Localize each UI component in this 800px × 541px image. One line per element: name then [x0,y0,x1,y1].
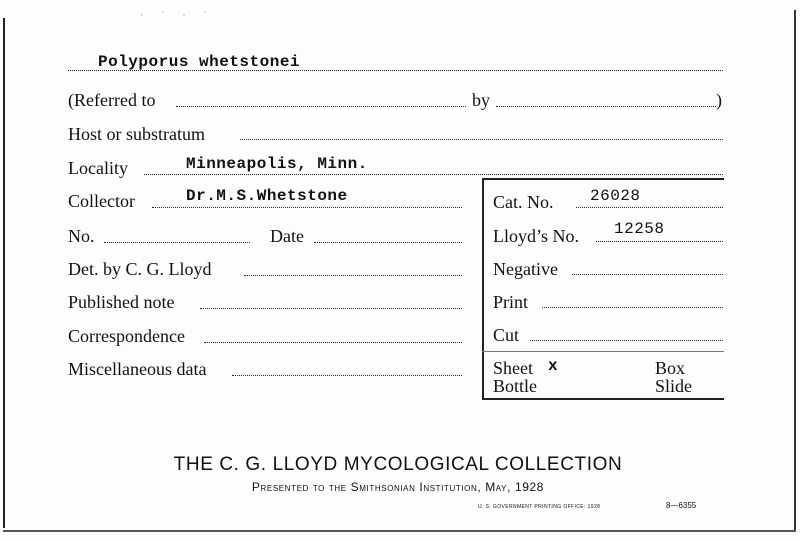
scan-specks: · ˙ · ˙ [140,10,215,20]
closing-paren: ) [716,90,722,110]
date-line [314,242,462,243]
printing-office-note: U. S. GOVERNMENT PRINTING OFFICE: 1928 [478,504,601,510]
collector-value: Dr.M.S.Whetstone [186,187,348,205]
card-left-border [3,18,5,528]
species-name: Polyporus whetstonei [98,53,301,71]
print-label: Print [493,292,529,312]
referred-to-line [176,106,466,107]
referred-to-label: (Referred to [68,90,156,110]
by-line [496,106,716,107]
collection-subtitle: Presented to the Smithsonian Institution, May, 1928 [251,480,545,494]
locality-label: Locality [68,158,128,178]
correspondence-line [204,342,462,343]
collector-label: Collector [68,191,135,211]
sheet-label: Sheet [493,358,533,378]
card-bottom-border [3,530,796,532]
locality-value: Minneapolis, Minn. [186,155,368,173]
locality-line [144,174,723,175]
host-label: Host or substratum [68,124,205,144]
miscellaneous-label: Miscellaneous data [68,359,207,379]
catalog-box-divider [482,351,724,352]
negative-line [572,274,723,275]
catalog-box-left-rule [482,178,484,400]
cut-line [530,340,723,341]
miscellaneous-line [232,375,462,376]
by-label: by [472,90,490,110]
correspondence-label: Correspondence [68,326,185,346]
form-code: 8—6355 [666,501,697,510]
slide-label: Slide [655,376,693,396]
cat-no-value: 26028 [590,187,641,205]
bottle-label: Bottle [493,376,537,396]
catalog-box-bottom-rule [482,398,724,400]
published-note-label: Published note [68,292,175,312]
det-by-line [244,275,462,276]
host-line [240,139,723,140]
no-line [104,242,250,243]
cat-no-label: Cat. No. [493,192,554,212]
collection-title: THE C. G. LLOYD MYCOLOGICAL COLLECTION [173,454,623,475]
cat-no-line [576,207,723,208]
published-note-line [200,308,462,309]
det-by-label: Det. by C. G. Lloyd [68,259,212,279]
sheet-mark: x [548,357,559,375]
negative-label: Negative [493,259,558,279]
lloyds-no-value: 12258 [614,220,665,238]
collector-line [152,207,462,208]
no-label: No. [68,226,95,246]
date-label: Date [270,226,304,246]
lloyds-no-line [596,241,723,242]
lloyds-no-label: Lloyd’s No. [493,226,580,246]
cut-label: Cut [493,325,520,345]
box-label: Box [655,358,686,378]
card-right-border [794,10,796,530]
print-line [542,307,723,308]
catalog-box-top-rule [482,178,724,180]
